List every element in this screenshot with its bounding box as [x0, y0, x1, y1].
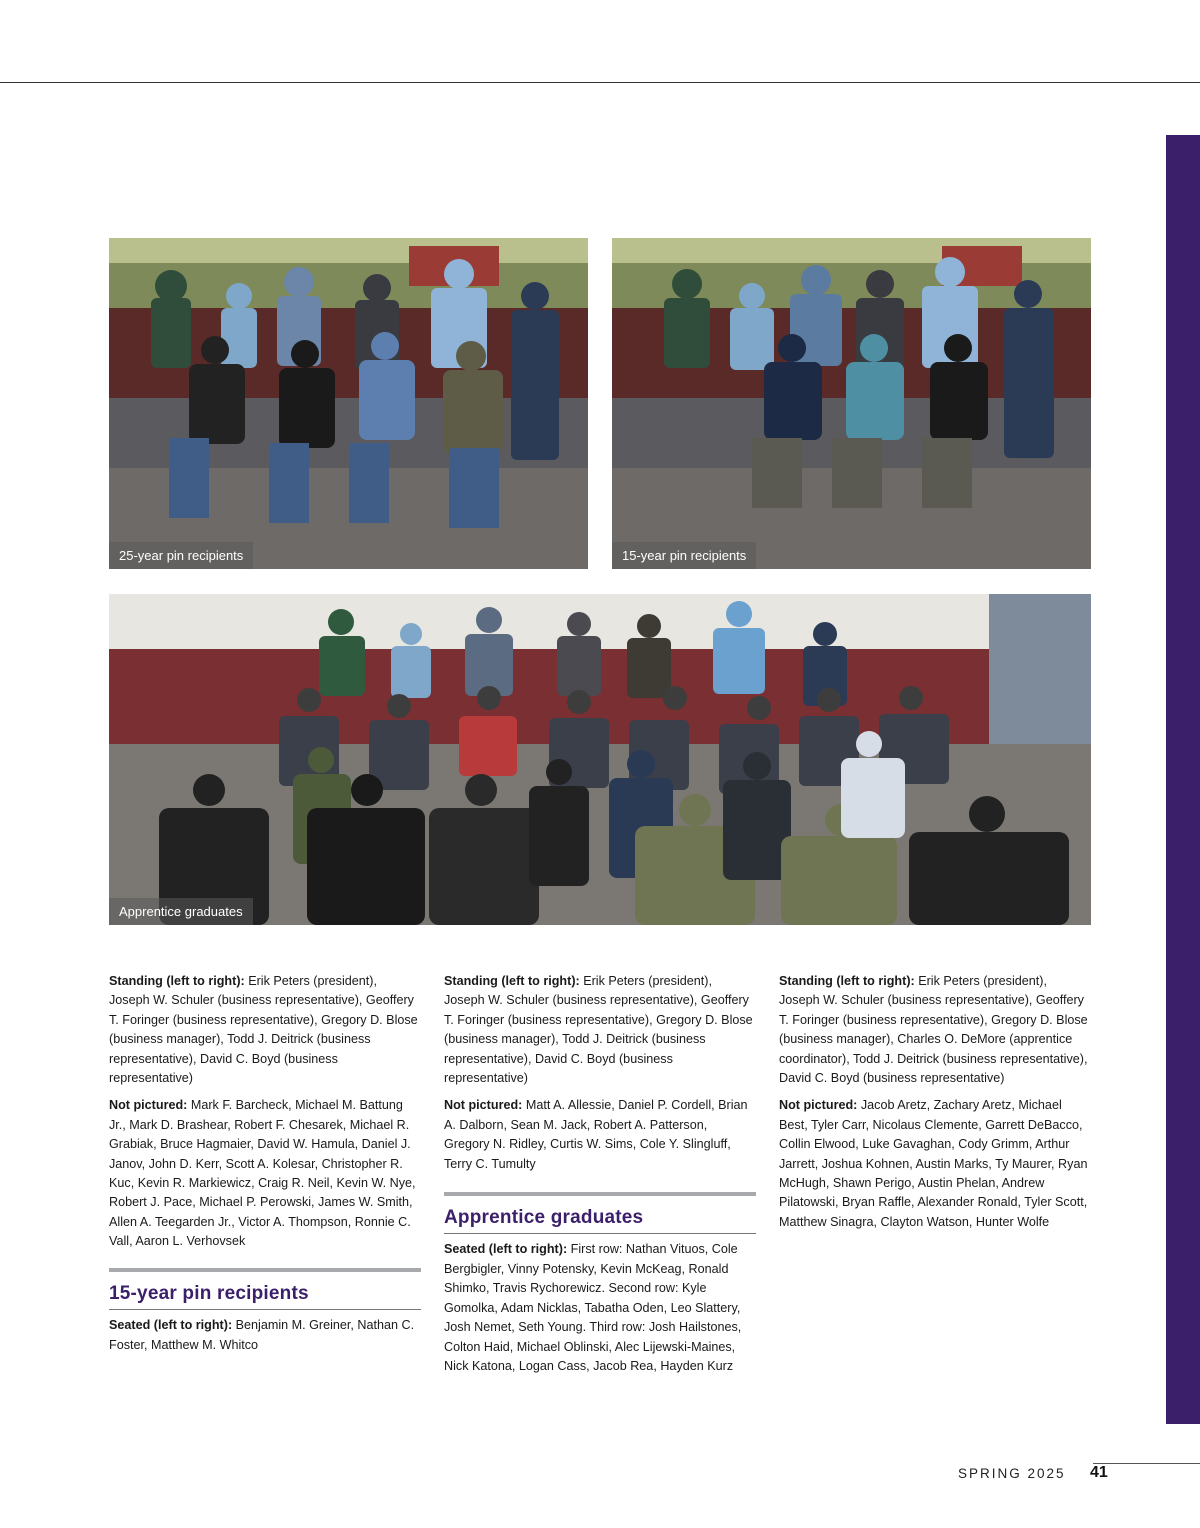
photo-15-year-pin-recipients [612, 238, 1091, 569]
photo-caption: 15-year pin recipients [612, 542, 756, 569]
photo-apprentice-graduates [109, 594, 1091, 925]
not-pictured-label: Not pictured: [779, 1098, 858, 1113]
standing-label: Standing (left to right): [109, 974, 245, 988]
not-pictured-label: Not pictured: [444, 1098, 523, 1113]
group-photo-image [109, 238, 588, 569]
seated-names: Benjamin M. Greiner, Nathan C. Foster, Matthew M. Whitco [109, 1318, 415, 1352]
standing-names: Erik Peters (president), Joseph W. Schuler (business representative), Geoffery T. Foringer (business representative), Gregory D. Blose (business manager), Todd J. Deitrick (business representative), David C. Boyd (business representative) [444, 974, 753, 1086]
group-photo-image [109, 594, 1091, 925]
top-rule [0, 82, 1200, 83]
caption-column-apprentice [779, 972, 1091, 1240]
photo-caption: 25-year pin recipients [109, 542, 253, 569]
seated-caption [444, 1240, 756, 1376]
seated-label: Seated (left to right): [109, 1318, 233, 1333]
standing-names: Erik Peters (president), Joseph W. Schuler (business representative), Geoffery T. Foringer (business representative), Gregory D. Blose (business manager), Charles O. DeMore (apprentice coordinator), Todd J. Deitrick (business representative), David C. Boyd (business representative) [779, 974, 1088, 1086]
caption-column-15-year [444, 972, 756, 1384]
issue-label: SPRING 2025 [958, 1466, 1066, 1481]
photo-25-year-pin-recipients [109, 238, 588, 569]
seated-caption [109, 1316, 421, 1355]
not-pictured-caption [779, 1096, 1091, 1232]
standing-label: Standing (left to right): [779, 974, 915, 988]
photo-caption: Apprentice graduates [109, 898, 253, 925]
standing-caption [109, 972, 421, 1088]
not-pictured-names: Jacob Aretz, Zachary Aretz, Michael Best, Tyler Carr, Nicolaus Clemente, Garrett DeBacco, Collin Elwood, Luke Gavaghan, Cody Grimm, Arthur Jarrett, Joshua Kohnen, Austin Marks, Ty Maurer, Ryan McHugh, Shawn Perigo, Austin Phelan, Andrew Pilatowski, Bryan Raffle, Alexander Ronald, Tyler Scott, Matthew Sinagra, Clayton Watson, Hunter Wolfe [779, 1098, 1088, 1229]
section-title-apprentice-graduates: Apprentice graduates [444, 1208, 756, 1234]
not-pictured-label: Not pictured: [109, 1098, 188, 1113]
not-pictured-names: Matt A. Allessie, Daniel P. Cordell, Brian A. Dalborn, Sean M. Jack, Robert A. Patterson, Gregory N. Ridley, Curtis W. Sims, Cole Y. Slingluff, Terry C. Tumulty [444, 1098, 748, 1171]
section-divider [444, 1192, 756, 1196]
group-photo-image [612, 238, 1091, 569]
not-pictured-caption [109, 1096, 421, 1251]
standing-names: Erik Peters (president), Joseph W. Schuler (business representative), Geoffery T. Foringer (business representative), Gregory D. Blose (business manager), Todd J. Deitrick (business representative), David C. Boyd (business representative) [109, 974, 418, 1086]
not-pictured-names: Mark F. Barcheck, Michael M. Battung Jr., Mark D. Brashear, Robert F. Chesarek, Michael R. Grabiak, Bruce Hagmaier, David W. Hamula, Daniel J. Janov, John D. Kerr, Scott A. Kolesar, Christopher R. Kuc, Kevin R. Markiewicz, Craig R. Neil, Kevin W. Nye, Robert J. Pace, Michael P. Perowski, James W. Smith, Allen A. Teegarden Jr., Victor A. Thompson, Ronnie C. Vall, Aaron L. Verhovsek [109, 1098, 416, 1249]
standing-label: Standing (left to right): [444, 974, 580, 988]
not-pictured-caption [444, 1096, 756, 1174]
seated-label: Seated (left to right): [444, 1242, 568, 1257]
seated-names: First row: Nathan Vituos, Cole Bergbigler, Vinny Potensky, Kevin McKeag, Ronald Shimko, Travis Rychorewicz. Second row: Kyle Gomolka, Adam Nicklas, Tabatha Oden, Leo Slattery, Josh Nemet, Seth Young. Third row: Josh Hailstones, Colton Haid, Michael Oblinski, Alec Lijewski-Maines, Nick Katona, Logan Cass, Jacob Rea, Hayden Kurz [444, 1242, 742, 1373]
standing-caption [444, 972, 756, 1088]
side-color-bar [1166, 135, 1200, 1424]
section-divider [109, 1268, 421, 1272]
page-number: 41 [1090, 1464, 1108, 1481]
section-title-15-year: 15-year pin recipients [109, 1284, 421, 1310]
caption-column-25-year [109, 972, 421, 1363]
standing-caption [779, 972, 1091, 1088]
footer-rule [1093, 1463, 1200, 1464]
